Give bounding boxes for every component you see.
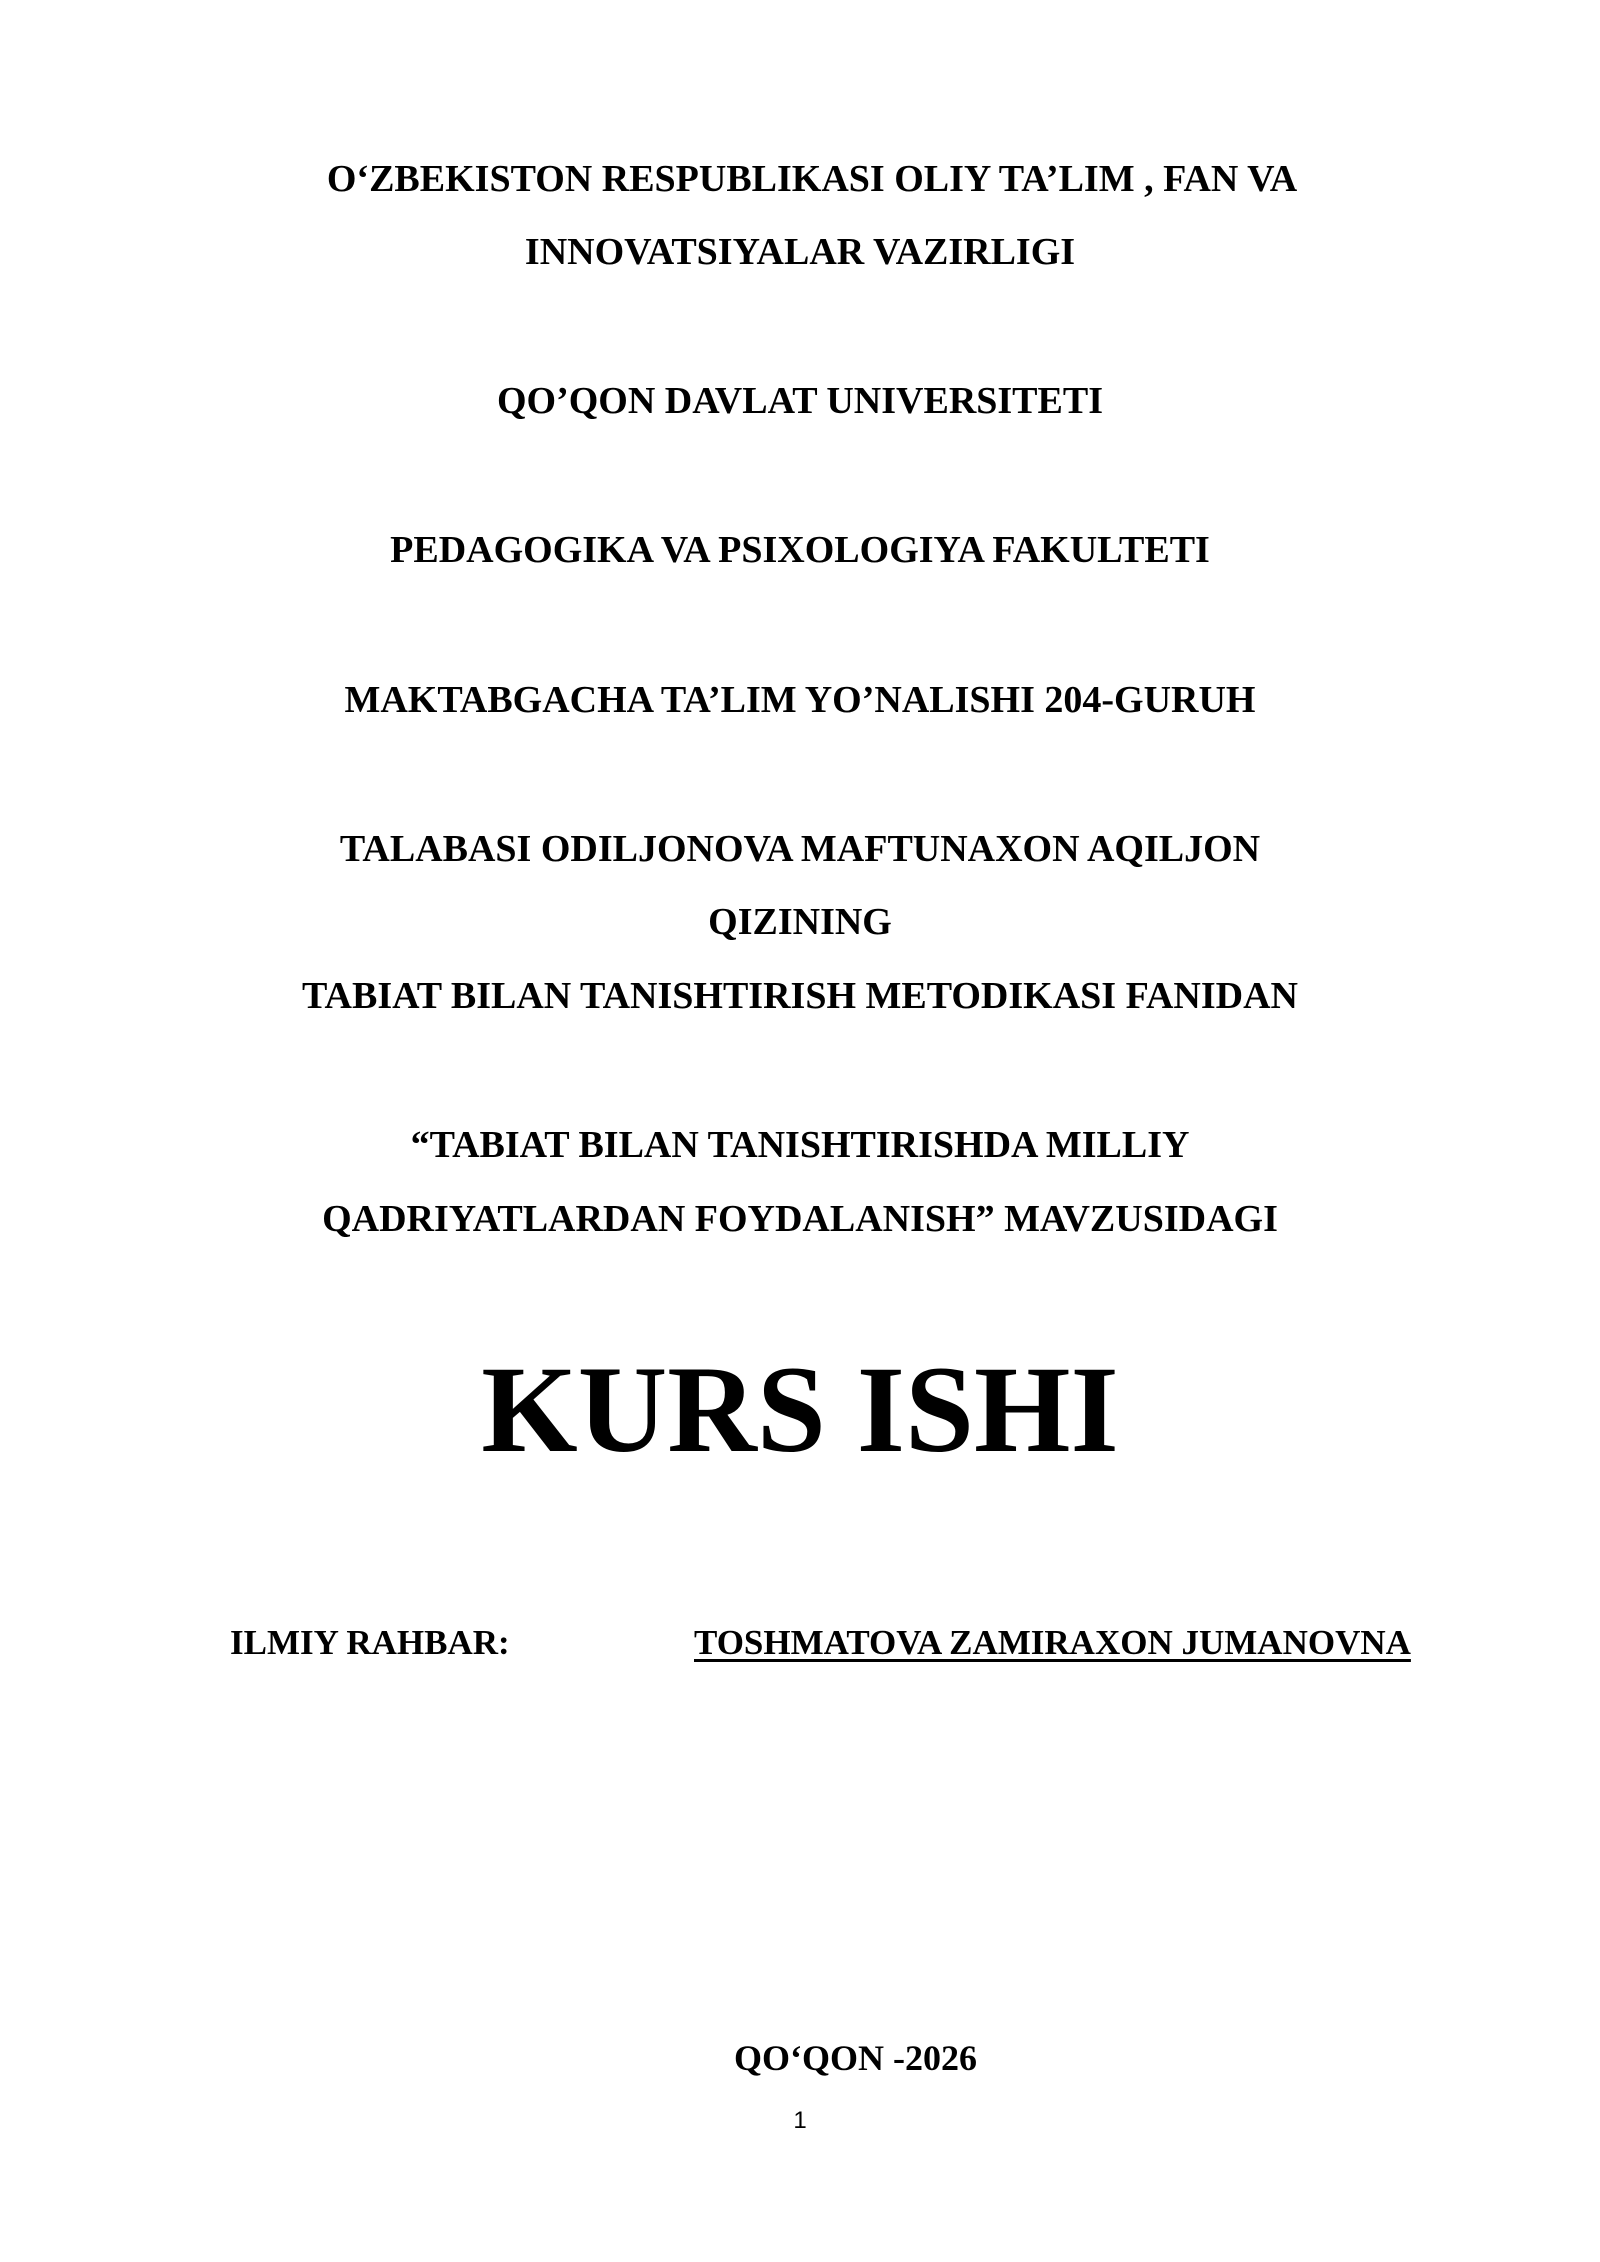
subject-line: TABIAT BILAN TANISHTIRISH METODIKASI FANIDAN bbox=[302, 975, 1298, 1017]
page-number: 1 bbox=[793, 2107, 807, 2134]
document-title: KURS ISHI bbox=[481, 1341, 1119, 1478]
ministry-line-1: O‘ZBEKISTON RESPUBLIKASI OLIY TA’LIM , FAN VA bbox=[326, 158, 1298, 200]
city-year-container bbox=[0, 2035, 1600, 2081]
university-name: QO’QON DAVLAT UNIVERSITETI bbox=[496, 380, 1104, 422]
student-line-1: TALABASI ODILJONOVA MAFTUNAXON AQILJON bbox=[339, 828, 1261, 870]
topic-line-2: QADRIYATLARDAN FOYDALANISH” MAVZUSIDAGI bbox=[322, 1198, 1278, 1240]
ministry-line-2: INNOVATSIYALAR VAZIRLIGI bbox=[524, 231, 1076, 273]
city-year: QO‘QON -2026 bbox=[734, 2038, 977, 2078]
topic-line-1: “TABIAT BILAN TANISHTIRISHDA MILLIY bbox=[410, 1124, 1190, 1166]
direction-group: MAKTABGACHA TA’LIM YO’NALISHI 204-GURUH bbox=[344, 679, 1256, 721]
student-line-2: QIZINING bbox=[708, 901, 892, 943]
advisor-label: ILMIY RAHBAR: bbox=[230, 1623, 510, 1662]
advisor-name: TOSHMATOVA ZAMIRAXON JUMANOVNA bbox=[694, 1623, 1411, 1662]
faculty-name: PEDAGOGIKA VA PSIXOLOGIYA FAKULTETI bbox=[390, 529, 1210, 571]
